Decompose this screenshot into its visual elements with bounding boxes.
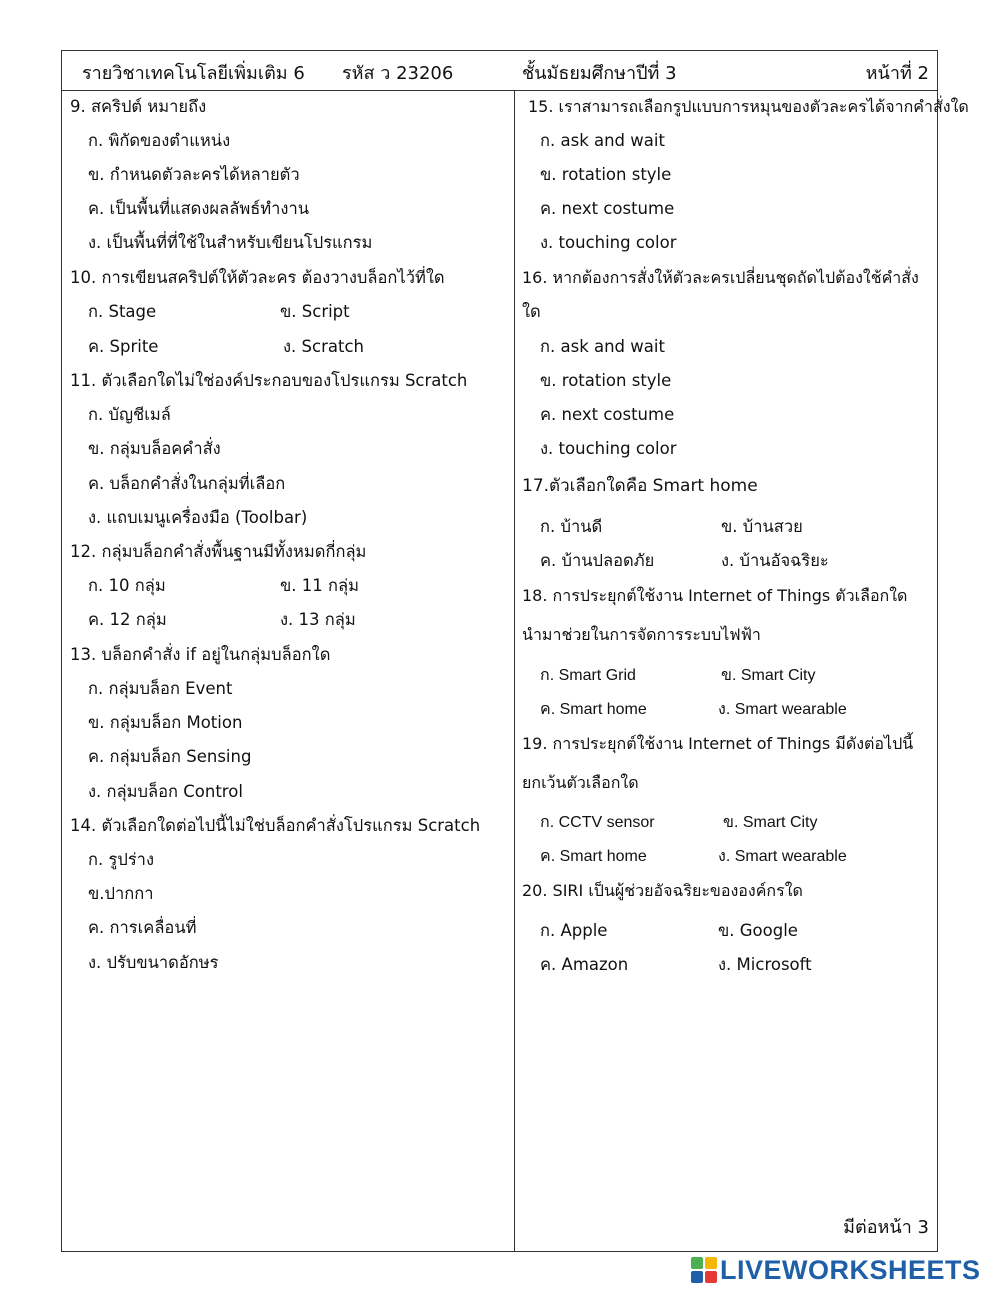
question-10: 10. การเขียนสคริปต์ให้ตัวละคร ต้องวางบล็อกไว้ที่ใด xyxy=(70,268,445,287)
q19-option-c[interactable]: ค. Smart home xyxy=(540,848,647,865)
q10-option-c[interactable]: ค. Sprite xyxy=(88,337,159,356)
brand-wordmark: LIVEWORKSHEETS xyxy=(720,1254,981,1285)
q10-option-a[interactable]: ก. Stage xyxy=(88,302,157,321)
subject-title: รายวิชาเทคโนโลยีเพิ่มเติม 6 xyxy=(82,63,305,84)
q14-option-a[interactable]: ก. รูปร่าง xyxy=(88,850,154,869)
q12-option-d[interactable]: ง. 13 กลุ่ม xyxy=(280,610,356,629)
q18-option-d[interactable]: ง. Smart wearable xyxy=(718,701,847,718)
q16-option-a[interactable]: ก. ask and wait xyxy=(540,337,665,356)
q9-option-d[interactable]: ง. เป็นพื้นที่ที่ใช้ในสำหรับเขียนโปรแกรม xyxy=(88,233,373,252)
q14-option-b[interactable]: ข.ปากกา xyxy=(88,884,154,903)
logo-square-yellow xyxy=(705,1257,717,1269)
q18-option-a[interactable]: ก. Smart Grid xyxy=(540,667,636,684)
q20-option-c[interactable]: ค. Amazon xyxy=(540,955,629,974)
q9-option-b[interactable]: ข. กำหนดตัวละครได้หลายตัว xyxy=(88,165,300,184)
liveworksheets-logo-icon xyxy=(691,1257,717,1283)
q19-option-a[interactable]: ก. CCTV sensor xyxy=(540,814,655,831)
logo-square-blue xyxy=(691,1271,703,1283)
q20-option-d[interactable]: ง. Microsoft xyxy=(718,955,812,974)
q10-option-b[interactable]: ข. Script xyxy=(280,302,350,321)
q11-option-d[interactable]: ง. แถบเมนูเครื่องมือ (Toolbar) xyxy=(88,508,308,527)
question-9: 9. สคริปต์ หมายถึง xyxy=(70,97,207,116)
q9-option-a[interactable]: ก. พิกัดของตำแหน่ง xyxy=(88,131,231,150)
question-18-cont: นำมาช่วยในการจัดการระบบไฟฟ้า xyxy=(522,625,761,644)
page-header xyxy=(62,51,937,91)
q11-option-c[interactable]: ค. บล็อกคำสั่งในกลุ่มที่เลือก xyxy=(88,474,286,493)
q18-option-c[interactable]: ค. Smart home xyxy=(540,701,647,718)
q9-option-c[interactable]: ค. เป็นพื้นที่แสดงผลลัพธ์ทำงาน xyxy=(88,199,310,218)
question-12: 12. กลุ่มบล็อกคำสั่งพื้นฐานมีทั้งหมดกี่กลุ่ม xyxy=(70,542,367,561)
q15-option-d[interactable]: ง. touching color xyxy=(540,233,677,252)
logo-square-green xyxy=(691,1257,703,1269)
q13-option-d[interactable]: ง. กลุ่มบล็อก Control xyxy=(88,782,243,801)
page-number: หน้าที่ 2 xyxy=(865,63,929,84)
q16-option-c[interactable]: ค. next costume xyxy=(540,405,675,424)
q13-option-c[interactable]: ค. กลุ่มบล็อก Sensing xyxy=(88,747,252,766)
q12-option-a[interactable]: ก. 10 กลุ่ม xyxy=(88,576,166,595)
q17-option-b[interactable]: ข. บ้านสวย xyxy=(721,517,803,536)
question-19-cont: ยกเว้นตัวเลือกใด xyxy=(522,773,639,792)
question-18: 18. การประยุกต์ใช้งาน Internet of Things ตัวเลือกใด xyxy=(522,586,908,605)
q14-option-c[interactable]: ค. การเคลื่อนที่ xyxy=(88,918,197,937)
q20-option-a[interactable]: ก. Apple xyxy=(540,921,608,940)
liveworksheets-brand xyxy=(691,1255,981,1285)
question-20: 20. SIRI เป็นผู้ช่วยอัจฉริยะขององค์กรใด xyxy=(522,881,803,900)
continued-note: มีต่อหน้า 3 xyxy=(843,1217,929,1238)
q11-option-a[interactable]: ก. บัญชีเมล์ xyxy=(88,405,171,424)
q20-option-b[interactable]: ข. Google xyxy=(718,921,798,940)
q12-option-b[interactable]: ข. 11 กลุ่ม xyxy=(280,576,359,595)
q13-option-b[interactable]: ข. กลุ่มบล็อก Motion xyxy=(88,713,243,732)
q16-option-d[interactable]: ง. touching color xyxy=(540,439,677,458)
question-17: 17.ตัวเลือกใดคือ Smart home xyxy=(522,476,758,496)
question-11: 11. ตัวเลือกใดไม่ใช่องค์ประกอบของโปรแกรม Scratch xyxy=(70,371,468,390)
q15-option-b[interactable]: ข. rotation style xyxy=(540,165,672,184)
question-13: 13. บล็อกคำสั่ง if อยู่ในกลุ่มบล็อกใด xyxy=(70,645,331,664)
q11-option-b[interactable]: ข. กลุ่มบล็อคคำสั่ง xyxy=(88,439,221,458)
q17-option-a[interactable]: ก. บ้านดี xyxy=(540,517,603,536)
q18-option-b[interactable]: ข. Smart City xyxy=(721,667,816,684)
question-15: 15. เราสามารถเลือกรูปแบบการหมุนของตัวละครได้จากคำสั่งใด xyxy=(528,97,969,116)
q10-option-d[interactable]: ง. Scratch xyxy=(283,337,364,356)
question-14: 14. ตัวเลือกใดต่อไปนี้ไม่ใช่บล็อกคำสั่งโปรแกรม Scratch xyxy=(70,816,481,835)
q15-option-a[interactable]: ก. ask and wait xyxy=(540,131,665,150)
column-divider xyxy=(514,91,515,1251)
q13-option-a[interactable]: ก. กลุ่มบล็อก Event xyxy=(88,679,233,698)
question-16-cont: ใด xyxy=(522,302,541,321)
grade-level: ชั้นมัธยมศึกษาปีที่ 3 xyxy=(522,63,677,84)
course-code: รหัส ว 23206 xyxy=(342,63,454,84)
q19-option-d[interactable]: ง. Smart wearable xyxy=(718,848,847,865)
logo-square-red xyxy=(705,1271,717,1283)
q14-option-d[interactable]: ง. ปรับขนาดอักษร xyxy=(88,953,219,972)
q17-option-d[interactable]: ง. บ้านอัจฉริยะ xyxy=(721,551,829,570)
q12-option-c[interactable]: ค. 12 กลุ่ม xyxy=(88,610,167,629)
q19-option-b[interactable]: ข. Smart City xyxy=(723,814,818,831)
q15-option-c[interactable]: ค. next costume xyxy=(540,199,675,218)
worksheet-page xyxy=(61,50,969,1252)
q16-option-b[interactable]: ข. rotation style xyxy=(540,371,672,390)
q17-option-c[interactable]: ค. บ้านปลอดภัย xyxy=(540,551,655,570)
question-19: 19. การประยุกต์ใช้งาน Internet of Things มีดังต่อไปนี้ xyxy=(522,734,914,753)
question-16: 16. หากต้องการสั่งให้ตัวละครเปลี่ยนชุดถัดไปต้องใช้คำสั่ง xyxy=(522,268,919,287)
